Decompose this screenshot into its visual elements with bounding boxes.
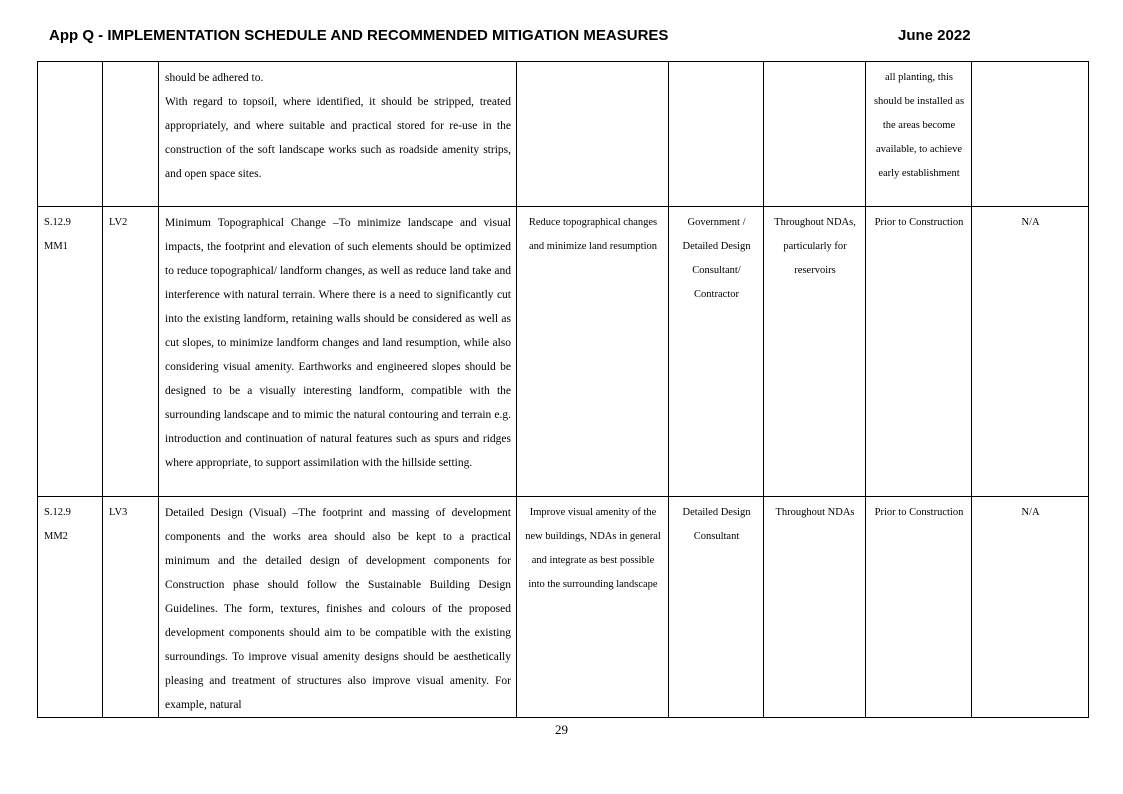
objective-cell: Reduce topographical changes and minimize land resumption — [517, 207, 669, 497]
measure-cell — [159, 497, 517, 718]
objective-cell — [517, 62, 669, 207]
table-row — [38, 497, 1089, 718]
measure-paragraph: should be adhered to. — [165, 72, 264, 84]
status-cell: N/A — [972, 207, 1089, 497]
status-cell: N/A — [972, 497, 1089, 718]
objective-cell: Improve visual amenity of the new buildings, NDAs in general and integrate as best possible into the surrounding landscape — [517, 497, 669, 718]
timing-cell: Prior to Construction — [866, 497, 972, 718]
agent-cell — [669, 62, 764, 207]
measure-paragraph: Detailed Design (Visual) –The footprint and massing of development components and the works area should also be kept to a practical minimum and the detailed design of development components for Construction phase should follow the Sustainable Building Design Guidelines. The form, textures, finishes and colours of the proposed development components should aim to be compatible with the existing surroundings. To improve visual amenity designs should be aesthetically pleasing and treatment of structures also improve visual amenity. For example, natural — [165, 507, 511, 711]
measure-paragraph: Minimum Topographical Change –To minimize landscape and visual impacts, the footprint and elevation of such elements should be optimized to reduce topographical/ landform changes, as well as reduce land take and interference with natural terrain. Where there is a need to significantly cut into the existing landform, retaining walls should be considered as well as cut slopes, to minimize landform changes and land resumption, while also considering visual amenity. Earthworks and engineered slopes should be designed to be a visually interesting landform, compatible with the surrounding landscape and to mimic the natural contouring and terrain e.g. introduction and continuation of natural features such as spurs and ridges where appropriate, to support assimilation with the hillside setting. — [165, 217, 511, 469]
ref-section: S.12.9 — [44, 217, 71, 228]
ref-cell — [38, 207, 103, 497]
status-cell — [972, 62, 1089, 207]
agent-cell: Government / Detailed Design Consultant/ Contractor — [669, 207, 764, 497]
ref-section: S.12.9 — [44, 507, 71, 518]
document-date: June 2022 — [898, 27, 971, 44]
ref-measure: MM1 — [44, 241, 68, 252]
measure-paragraph: With regard to topsoil, where identified, it should be stripped, treated appropriately, and where suitable and practical stored for re-use in the construction of the soft landscape works such as roadside amenity strips, and open space sites. — [165, 96, 511, 180]
code-cell — [103, 62, 159, 207]
ref-cell — [38, 62, 103, 207]
location-cell: Throughout NDAs, particularly for reservoirs — [764, 207, 866, 497]
location-cell — [764, 62, 866, 207]
measure-cell — [159, 207, 517, 497]
table-row — [38, 62, 1089, 207]
location-cell: Throughout NDAs — [764, 497, 866, 718]
timing-cell: Prior to Construction — [866, 207, 972, 497]
document-title: App Q - IMPLEMENTATION SCHEDULE AND RECOMMENDED MITIGATION MEASURES — [49, 27, 669, 44]
code-cell: LV3 — [103, 497, 159, 718]
measure-cell — [159, 62, 517, 207]
agent-cell: Detailed Design Consultant — [669, 497, 764, 718]
ref-cell — [38, 497, 103, 718]
ref-measure: MM2 — [44, 531, 68, 542]
page-number: 29 — [555, 722, 568, 737]
timing-cell: all planting, this should be installed as the areas become available, to achieve early establishment — [866, 62, 972, 207]
code-cell: LV2 — [103, 207, 159, 497]
mitigation-schedule-table — [37, 61, 1089, 718]
table-row — [38, 207, 1089, 497]
